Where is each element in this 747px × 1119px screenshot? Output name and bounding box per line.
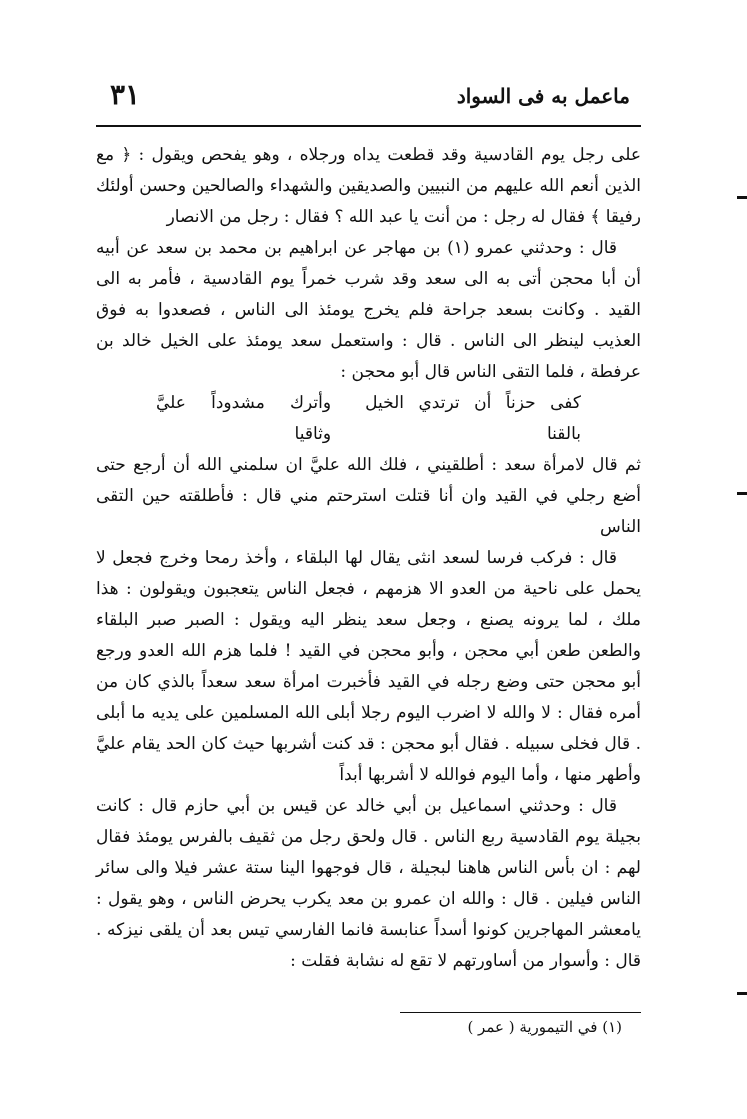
paragraph: ثم قال لامرأة سعد : أطلقيني ، فلك الله عليَّ ان سلمني الله أن أرجع حتى أضع رجلي في القيد وان أنا قتلت استرحتم مني قال : فأطلقته حين التقى الناس [96, 455, 641, 537]
poem-verse [96, 388, 641, 450]
running-header [110, 78, 630, 118]
verse-second-hemistich: وأترك مشدوداً عليَّ وثاقيا [156, 393, 332, 444]
paragraph: على رجل يوم القادسية وقد قطعت يداه ورجلاه ، وهو يفحص ويقول : ﴿ مع الذين أنعم الله عليهم من النبيين والصديقين والشهداء والصالحين وحسن أولئك رفيقا ﴾ فقال له رجل : من أنت يا عبد الله ؟ فقال : رجل من الانصار [96, 145, 641, 227]
footnote-rule [400, 1012, 641, 1013]
verse-first-hemistich: كفى حزناً أن ترتدي الخيل بالقنا [365, 393, 581, 444]
running-title: ماعمل به فى السواد [456, 84, 630, 108]
margin-mark [737, 992, 747, 995]
paragraph: قال : وحدثني عمرو (١) بن مهاجر عن ابراهيم بن محمد بن سعد عن أبيه أن أبا محجن أتى به الى سعد وقد شرب خمراً يوم القادسية ، فأمر به الى القيد . وكانت بسعد جراحة فلم يخرج يومئذ الى الناس ، فصعدوا به فوق العذيب لينظر الى الناس . قال : واستعمل سعد يومئذ على الخيل خالد بن عرفطة ، فلما التقى الناس قال أبو محجن : [96, 238, 641, 382]
page-number: ٣١ [110, 78, 141, 111]
paragraph: قال : وحدثني اسماعيل بن أبي خالد عن قيس بن أبي حازم قال : كانت بجيلة يوم القادسية ربع الناس . قال ولحق رجل من ثقيف بالفرس يومئذ فقال لهم : ان بأس الناس هاهنا لبجيلة ، قال فوجهوا الينا ستة عشر فيلا والى سائر الناس فيلين . قال : والله ان عمرو بن معد يكرب يحرض الناس ، وهو يقول : يامعشر المهاجرين كونوا أسداً عنابسة فانما الفارسي تيس بعد أن يلقى نيزكه . قال : وأسوار من أساورتهم لا تقع له نشابة فقلت : [96, 796, 641, 971]
margin-mark [737, 196, 747, 199]
margin-mark [737, 492, 747, 495]
paragraph: قال : فركب فرسا لسعد انثى يقال لها البلقاء ، وأخذ رمحا وخرج فجعل لا يحمل على ناحية من العدو الا هزمهم ، فجعل الناس يتعجبون ويقولون : هذا ملك ، لما يرونه يصنع ، وجعل سعد ينظر اليه ويقول : الصبر صبر البلقاء والطعن طعن أبي محجن ، وأبو محجن في القيد ! فلما هزم الله العدو ورجع أبو محجن حتى وضع رجله في القيد فأخبرت امرأة سعد سعداً بالذي كان من أمره فقال : لا والله لا اضرب اليوم رجلا أبلى الله المسلمين على يديه ما أبلى . قال فخلى سبيله . فقال أبو محجن : قد كنت أشربها حيث كان الحد يقام عليَّ وأطهر منها ، وأما اليوم فوالله لا أشربها أبداً [96, 548, 641, 785]
main-text [96, 140, 641, 977]
footnote: (١) في التيمورية ( عمر ) [467, 1018, 622, 1036]
header-rule [96, 125, 641, 127]
